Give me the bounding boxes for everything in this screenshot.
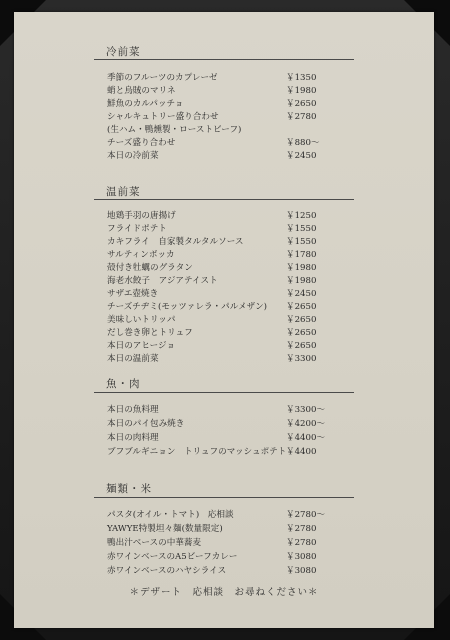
- menu-item-price: ￥1550: [286, 224, 317, 234]
- menu-item-name: YAWYE特製坦々麺(数量限定): [107, 524, 223, 534]
- menu-item-name: 海老水餃子 アジアテイスト: [107, 276, 218, 286]
- menu-item-price: ￥880～: [286, 138, 320, 148]
- menu-item-price: ￥2650: [286, 341, 317, 351]
- menu-item-name: ブフブルギニョン トリュフのマッシュポテト: [107, 447, 287, 457]
- menu-item-name: 地鶏手羽の唐揚げ: [107, 211, 176, 221]
- menu-item-price: ￥4400: [286, 447, 317, 457]
- menu-item-price: ￥1350: [286, 73, 317, 83]
- menu-item-price: ￥1980: [286, 86, 317, 96]
- menu-item-name: パスタ(オイル・トマト) 応相談: [107, 510, 234, 520]
- menu-item-price: ￥1980: [286, 263, 317, 273]
- menu-item-price: ￥2650: [286, 328, 317, 338]
- menu-item-name: 本日の魚料理: [107, 405, 159, 415]
- section-title: 麺類・米: [106, 483, 152, 495]
- menu-item-price: ￥1250: [286, 211, 317, 221]
- menu-item-name: チーズチヂミ(モッツァレラ・パルメザン): [107, 302, 268, 312]
- menu-item-name: サルティンボッカ: [107, 250, 175, 260]
- menu-item-name: 本日のアヒージョ: [107, 341, 176, 351]
- menu-item-price: ￥3080: [286, 552, 317, 562]
- menu-item-name: チーズ盛り合わせ: [107, 138, 176, 148]
- menu-item-name: 殻付き牡蠣のグラタン: [107, 263, 193, 273]
- menu-sheet: [14, 12, 434, 628]
- menu-item-name: カキフライ 自家製タルタルソース: [107, 237, 244, 247]
- menu-item-name: 季節のフルーツのカプレーゼ: [107, 73, 218, 83]
- menu-item-name: 赤ワインベースのA5ビーフカレー: [107, 552, 238, 562]
- menu-item-price: ￥2450: [286, 289, 317, 299]
- menu-item-price: ￥2780～: [286, 510, 326, 520]
- menu-item-price: ￥2650: [286, 302, 317, 312]
- menu-item-name: サザエ壺焼き: [107, 289, 159, 299]
- menu-item-name: 鮮魚のカルパッチョ: [107, 99, 184, 109]
- menu-item-name: 本日の肉料理: [107, 433, 159, 443]
- section-divider: [94, 497, 354, 498]
- section-divider: [94, 59, 354, 60]
- menu-item-price: ￥2650: [286, 315, 317, 325]
- menu-item-name: フライドポテト: [107, 224, 167, 234]
- menu-item-price: ￥2650: [286, 99, 317, 109]
- menu-item-name: 蛸と烏賊のマリネ: [107, 86, 176, 96]
- menu-item-price: ￥2450: [286, 151, 317, 161]
- menu-item-price: ￥1780: [286, 250, 317, 260]
- menu-item-name: 本日の冷前菜: [107, 151, 159, 161]
- section-title: 冷前菜: [106, 46, 141, 58]
- menu-item-name: シャルキュトリー盛り合わせ: [107, 112, 219, 122]
- menu-item-price: ￥3300～: [286, 405, 326, 415]
- menu-item-price: ￥4200～: [286, 419, 326, 429]
- menu-item-price: ￥2780: [286, 524, 317, 534]
- menu-item-note: (生ハム・鴨燻製・ローストビーフ): [107, 125, 242, 135]
- menu-item-name: 本日のパイ包み焼き: [107, 419, 185, 429]
- section-divider: [94, 392, 354, 393]
- section-title: 温前菜: [106, 186, 141, 198]
- menu-item-name: 美味しいトリッパ: [107, 315, 176, 325]
- menu-item-price: ￥3080: [286, 566, 317, 576]
- menu-item-price: ￥3300: [286, 354, 317, 364]
- footer-note: ＊デザート 応相談 お尋ねください＊: [129, 587, 319, 598]
- menu-item-price: ￥1980: [286, 276, 317, 286]
- menu-item-name: 鴨出汁ベースの中華蕎麦: [107, 538, 202, 548]
- menu-item-price: ￥2780: [286, 112, 317, 122]
- section-divider: [94, 199, 354, 200]
- section-title: 魚・肉: [106, 378, 141, 390]
- menu-item-name: 本日の温前菜: [107, 354, 159, 364]
- menu-item-name: だし巻き卵とトリュフ: [107, 328, 193, 338]
- menu-item-price: ￥4400～: [286, 433, 326, 443]
- menu-item-price: ￥2780: [286, 538, 317, 548]
- menu-item-price: ￥1550: [286, 237, 317, 247]
- menu-item-name: 赤ワインベースのハヤシライス: [107, 566, 227, 576]
